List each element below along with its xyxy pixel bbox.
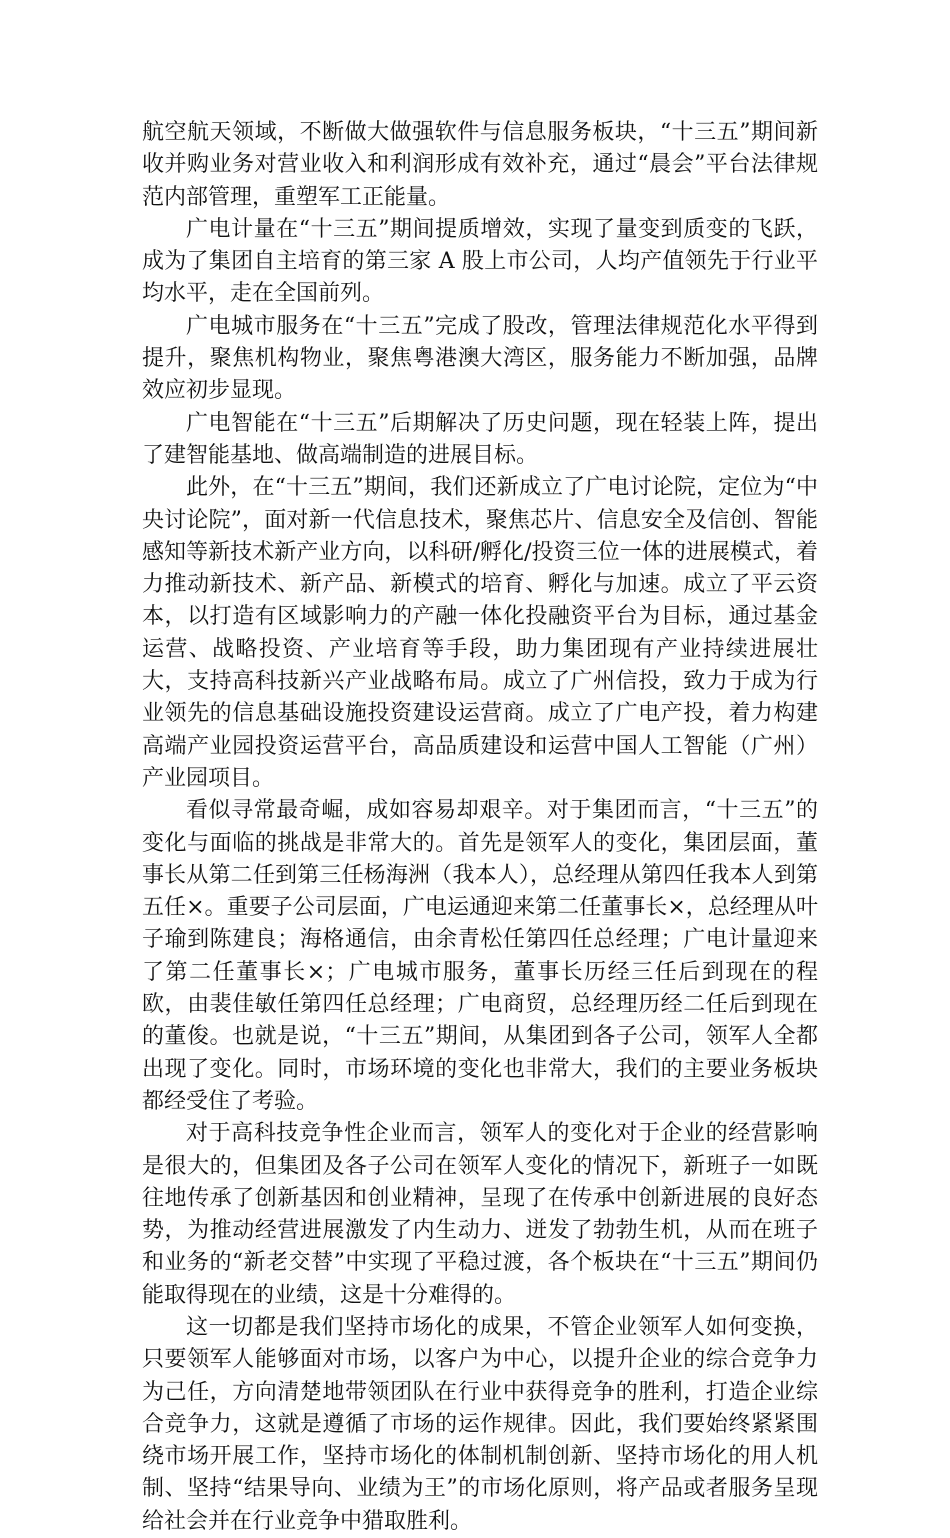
paragraph-city-services: 广电城市服务在“十三五”完成了股改，管理法律规范化水平得到提升，聚焦机构物业，聚焦粤港澳大湾区，服务能力不断加强，品牌效应初步显现。 [142,313,818,404]
paragraph-aerospace-continuation: 航空航天领域，不断做大做强软件与信息服务板块，“十三五”期间新收并购业务对营业收入和利润形成有效补充，通过“晨会”平台法律规范内部管理，重塑军工正能量。 [142,120,818,210]
paragraph-new-entities: 此外，在“十三五”期间，我们还新成立了广电讨论院，定位为“中央讨论院”，面对新一代信息技术，聚焦芯片、信息安全及信创、智能感知等新技术新产业方向，以科研/孵化/投资三位一体的进展模式，着力推动新技术、新产品、新模式的培育、孵化与加速。成立了平云资本，以打造有区域影响力的产融一体化投融资平台为目标，通过基金运营、战略投资、产业培育等手段，助力集团现有产业持续进展壮大，支持高科技新兴产业战略布局。成立了广州信投，致力于成为行业领先的信息基础设施投资建设运营商。成立了广电产投，着力构建高端产业园投资运营平台，高品质建设和运营中国人工智能（广州）产业园项目。 [142,475,818,791]
paragraph-market-orientation: 这一切都是我们坚持市场化的成果，不管企业领军人如何变换，只要领军人能够面对市场，以客户为中心，以提升企业的综合竞争力为己任，方向清楚地带领团队在行业中获得竞争的胜利，打造企业综合竞争力，这就是遵循了市场的运作规律。因此，我们要始终紧紧围绕市场开展工作，坚持市场化的体制机制创新、坚持市场化的用人机制、坚持“结果导向、业绩为王”的市场化原则，将产品或者服务呈现给社会并在行业竞争中猎取胜利。 [142,1314,818,1534]
document-body [142,117,818,1538]
paragraph-transition: 对于高科技竞争性企业而言，领军人的变化对于企业的经营影响是很大的，但集团及各子公司在领军人变化的情况下，新班子一如既往地传承了创新基因和创业精神，呈现了在传承中创新进展的良好态势，为推动经营进展激发了内生动力、迸发了勃勃生机，从而在班子和业务的“新老交替”中实现了平稳过渡，各个板块在“十三五”期间仍能取得现在的业绩，这是十分难得的。 [142,1121,818,1308]
paragraph-leadership-changes: 看似寻常最奇崛，成如容易却艰辛。对于集团而言，“十三五”的变化与面临的挑战是非常大的。首先是领军人的变化，集团层面，董事长从第二任到第三任杨海洲（我本人），总经理从第四任我本人到第五任×。重要子公司层面，广电运通迎来第二任董事长×，总经理从叶子瑜到陈建良；海格通信，由余青松任第四任总经理；广电计量迎来了第二任董事长×；广电城市服务，董事长历经三任后到现在的程欧，由裴佳敏任第四任总经理；广电商贸，总经理历经二任后到现在的董俊。也就是说，“十三五”期间，从集团到各子公司，领军人全都出现了变化。同时，市场环境的变化也非常大，我们的主要业务板块都经受住了考验。 [142,798,818,1114]
paragraph-metrology: 广电计量在“十三五”期间提质增效，实现了量变到质变的飞跃，成为了集团自主培育的第三家 A 股上市公司，人均产值领先于行业平均水平，走在全国前列。 [142,216,818,307]
paragraph-intelligence: 广电智能在“十三五”后期解决了历史问题，现在轻装上阵，提出了建智能基地、做高端制造的进展目标。 [142,410,818,468]
